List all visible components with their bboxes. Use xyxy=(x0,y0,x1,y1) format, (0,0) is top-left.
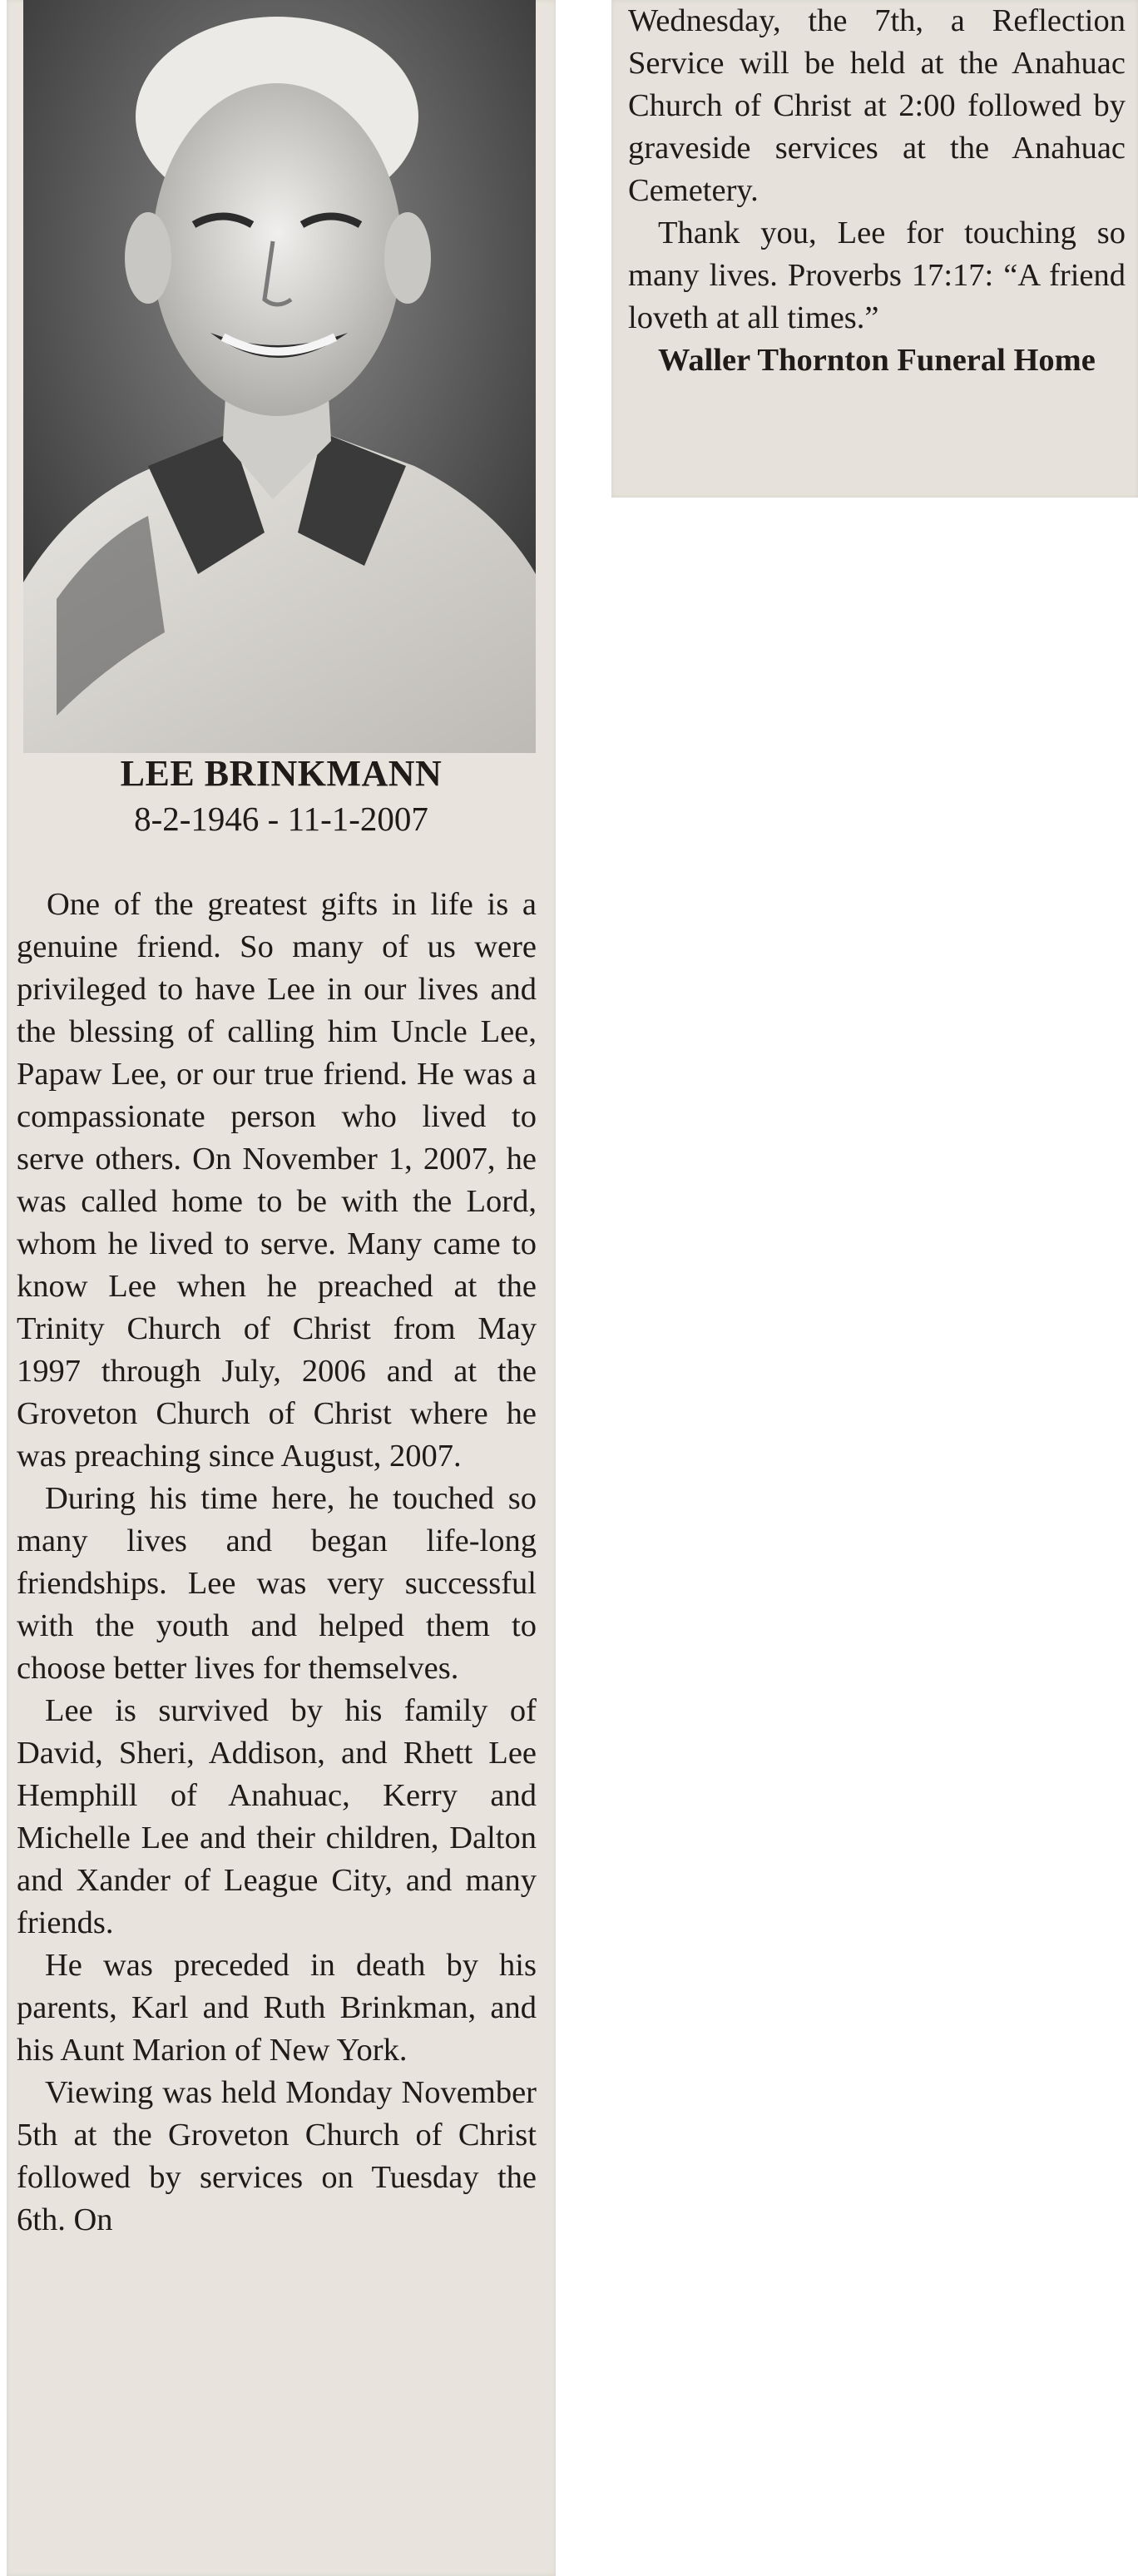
portrait-photo xyxy=(23,0,536,753)
obituary-text-column-left xyxy=(17,884,537,2242)
funeral-home-signoff: Waller Thornton Funeral Home xyxy=(658,343,1096,378)
paragraph-preceded: He was preceded in death by his parents, Karl and Ruth Brinkman, and his Aunt Marion of New York. xyxy=(17,1948,537,2068)
paragraph-services: Viewing was held Monday November 5th at the Groveton Church of Christ followed by services on Tuesday the 6th. On xyxy=(17,2075,537,2237)
obituary-text-column-right xyxy=(628,0,1126,382)
paragraph-ministry: During his time here, he touched so many lives and began life-long friendships. Lee was very successful with the youth and helped them to choose better lives for themselves. xyxy=(17,1481,537,1686)
paragraph-thank-you: Thank you, Lee for touching so many lives. Proverbs 17:17: “A friend loveth at all times.” xyxy=(628,215,1126,335)
paragraph-reflection-service: Wednesday, the 7th, a Reflection Service will be held at the Anahuac Church of Christ at 2:00 followed by graveside services at the Anahuac Cemetery. xyxy=(628,3,1126,208)
deceased-name: LEE BRINKMANN xyxy=(120,753,443,794)
paragraph-intro: One of the greatest gifts in life is a genuine friend. So many of us were privileged to have Lee in our lives and the blessing of calling him Uncle Lee, Papaw Lee, or our true friend. He was a compassionate person who lived to serve others. On November 1, 2007, he was called home to be with the Lord, whom he lived to serve. Many came to know Lee when he preached at the Trinity Church of Christ from May 1997 through July, 2006 and at the Groveton Church of Christ where he was preaching since August, 2007. xyxy=(17,887,537,1474)
portrait-icon xyxy=(23,0,536,753)
life-dates: 8-2-1946 - 11-1-2007 xyxy=(134,800,428,838)
paragraph-survivors: Lee is survived by his family of David, Sheri, Addison, and Rhett Lee Hemphill of Anahuac, Kerry and Michelle Lee and their children, Dalton and Xander of League City, and many friends. xyxy=(17,1693,537,1940)
